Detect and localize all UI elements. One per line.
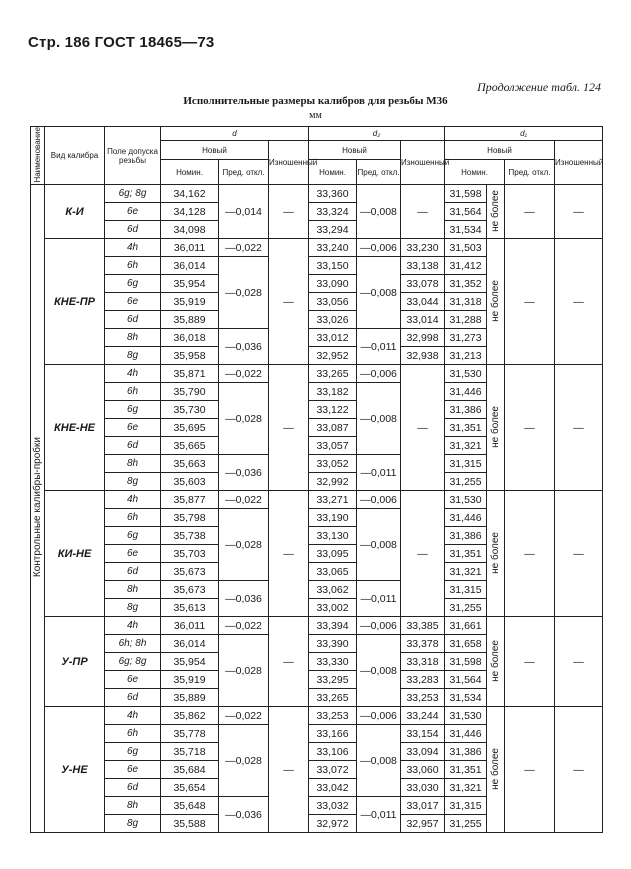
d1-limit-note (487, 239, 505, 365)
d1-nominal-cell: 31,658 (445, 635, 487, 653)
d-deviation-cell: —0,036 (219, 455, 269, 491)
tolerance-cell: 8g (105, 599, 161, 617)
d1-wear-cell: — (555, 617, 603, 707)
header-d-dev: Пред. откл. (219, 160, 269, 185)
tolerance-cell: 8h (105, 581, 161, 599)
d1-nominal-cell: 31,534 (445, 221, 487, 239)
d2-nominal-cell: 33,087 (309, 419, 357, 437)
d1-nominal-cell: 31,255 (445, 815, 487, 833)
tolerance-cell: 6e (105, 293, 161, 311)
tolerance-cell: 6h (105, 509, 161, 527)
d2-nominal-cell: 33,394 (309, 617, 357, 635)
header-d1-nom: Номин. (445, 160, 505, 185)
d1-nominal-cell: 31,564 (445, 671, 487, 689)
d1-nominal-cell: 31,213 (445, 347, 487, 365)
d1-limit-note (487, 491, 505, 617)
d1-limit-note (487, 185, 505, 239)
d2-deviation-cell: —0,011 (357, 797, 401, 833)
calibre-dimensions-table (30, 126, 603, 833)
d1-nominal-cell: 31,530 (445, 707, 487, 725)
d-nominal-cell: 34,128 (161, 203, 219, 221)
d2-deviation-cell: —0,011 (357, 581, 401, 617)
d2-wear-cell: 33,385 (401, 617, 445, 635)
d2-nominal-cell: 33,150 (309, 257, 357, 275)
d2-nominal-cell: 33,095 (309, 545, 357, 563)
d1-nominal-cell: 31,386 (445, 527, 487, 545)
d2-nominal-cell: 33,122 (309, 401, 357, 419)
table-row (31, 185, 603, 203)
calibre-type: КНЕ-НЕ (45, 365, 105, 491)
d1-nominal-cell: 31,255 (445, 473, 487, 491)
header-d-wear: Изношенный (269, 141, 309, 185)
d1-wear-cell: — (555, 491, 603, 617)
tolerance-cell: 6e (105, 419, 161, 437)
d1-deviation-cell: — (505, 239, 555, 365)
d2-wear-cell: 33,230 (401, 239, 445, 257)
tolerance-cell: 8h (105, 797, 161, 815)
d2-wear-cell: 33,138 (401, 257, 445, 275)
d2-wear-cell: 33,154 (401, 725, 445, 743)
calibre-type: К-И (45, 185, 105, 239)
header-d2-dev: Пред. откл. (357, 160, 401, 185)
header-name: Наименование (31, 127, 45, 185)
d2-deviation-cell: —0,008 (357, 725, 401, 797)
d2-nominal-cell: 33,330 (309, 653, 357, 671)
d2-nominal-cell: 33,026 (309, 311, 357, 329)
d1-limit-note-text: не более (490, 639, 502, 682)
d1-nominal-cell: 31,255 (445, 599, 487, 617)
header-d2-wear: Изношенный (401, 141, 445, 185)
d2-nominal-cell: 33,265 (309, 689, 357, 707)
d1-limit-note-text: не более (490, 189, 502, 232)
d1-nominal-cell: 31,598 (445, 185, 487, 203)
d-deviation-cell: —0,036 (219, 329, 269, 365)
tolerance-cell: 6g (105, 743, 161, 761)
d1-nominal-cell: 31,598 (445, 653, 487, 671)
d2-nominal-cell: 33,360 (309, 185, 357, 203)
d2-wear-cell: 33,094 (401, 743, 445, 761)
d2-wear-cell: 33,060 (401, 761, 445, 779)
d-wear-cell: — (269, 617, 309, 707)
tolerance-cell: 6h (105, 257, 161, 275)
d-nominal-cell: 35,919 (161, 671, 219, 689)
d-nominal-cell: 35,862 (161, 707, 219, 725)
d2-wear-cell: 33,030 (401, 779, 445, 797)
d2-wear-cell: 32,938 (401, 347, 445, 365)
table-title: Исполнительные размеры калибров для резьбы М36 (183, 95, 448, 107)
d2-nominal-cell: 33,190 (309, 509, 357, 527)
d1-limit-note-text: не более (490, 747, 502, 790)
tolerance-cell: 6d (105, 311, 161, 329)
d1-nominal-cell: 31,321 (445, 779, 487, 797)
d-nominal-cell: 35,871 (161, 365, 219, 383)
d1-limit-note (487, 707, 505, 833)
header-d1-dev: Пред. откл. (505, 160, 555, 185)
d-wear-cell: — (269, 491, 309, 617)
d1-nominal-cell: 31,315 (445, 455, 487, 473)
d-nominal-cell: 36,018 (161, 329, 219, 347)
d-deviation-cell: —0,022 (219, 491, 269, 509)
d-nominal-cell: 35,654 (161, 779, 219, 797)
tolerance-cell: 6g (105, 527, 161, 545)
d2-nominal-cell: 33,106 (309, 743, 357, 761)
tolerance-cell: 4h (105, 707, 161, 725)
d2-deviation-cell: —0,006 (357, 491, 401, 509)
table-row (31, 617, 603, 635)
d-nominal-cell: 35,889 (161, 311, 219, 329)
table-row (31, 491, 603, 509)
tolerance-cell: 4h (105, 365, 161, 383)
d1-nominal-cell: 31,318 (445, 293, 487, 311)
d2-nominal-cell: 33,253 (309, 707, 357, 725)
d2-wear-cell: 32,957 (401, 815, 445, 833)
tolerance-cell: 6d (105, 221, 161, 239)
d2-deviation-cell: —0,006 (357, 239, 401, 257)
d1-nominal-cell: 31,315 (445, 581, 487, 599)
d1-nominal-cell: 31,351 (445, 419, 487, 437)
d1-nominal-cell: 31,386 (445, 401, 487, 419)
header-d2: d₂ (309, 127, 445, 141)
d-deviation-cell: —0,036 (219, 797, 269, 833)
d1-nominal-cell: 31,661 (445, 617, 487, 635)
tolerance-cell: 6g (105, 275, 161, 293)
d1-nominal-cell: 31,412 (445, 257, 487, 275)
d1-deviation-cell: — (505, 617, 555, 707)
d1-deviation-cell: — (505, 185, 555, 239)
tolerance-cell: 6g (105, 401, 161, 419)
d-deviation-cell: —0,022 (219, 617, 269, 635)
tolerance-cell: 6h (105, 725, 161, 743)
d-nominal-cell: 34,162 (161, 185, 219, 203)
d-deviation-cell: —0,036 (219, 581, 269, 617)
d2-nominal-cell: 33,065 (309, 563, 357, 581)
d2-deviation-cell: —0,008 (357, 257, 401, 329)
d-nominal-cell: 35,648 (161, 797, 219, 815)
d-nominal-cell: 35,738 (161, 527, 219, 545)
d2-nominal-cell: 33,265 (309, 365, 357, 383)
tolerance-cell: 6e (105, 545, 161, 563)
header-d1-new: Новый (445, 141, 555, 160)
d-nominal-cell: 35,730 (161, 401, 219, 419)
d2-deviation-cell: —0,008 (357, 185, 401, 239)
table-body (31, 185, 603, 833)
d-nominal-cell: 35,695 (161, 419, 219, 437)
d2-nominal-cell: 33,090 (309, 275, 357, 293)
d-nominal-cell: 35,703 (161, 545, 219, 563)
d1-limit-note-text: не более (490, 279, 502, 322)
tolerance-cell: 6e (105, 671, 161, 689)
tolerance-cell: 6h; 8h (105, 635, 161, 653)
header-d1-wear: Изношенный (555, 141, 603, 185)
d2-deviation-cell: —0,008 (357, 509, 401, 581)
d-nominal-cell: 35,919 (161, 293, 219, 311)
header-type: Вид калибра (45, 127, 105, 185)
d2-wear-cell: 33,017 (401, 797, 445, 815)
d-nominal-cell: 35,958 (161, 347, 219, 365)
d-wear-cell: — (269, 365, 309, 491)
d2-nominal-cell: 32,992 (309, 473, 357, 491)
d2-deviation-cell: —0,008 (357, 635, 401, 707)
header-d2-nom: Номин. (309, 160, 357, 185)
calibre-type: У-НЕ (45, 707, 105, 833)
d-deviation-cell: —0,028 (219, 383, 269, 455)
d1-nominal-cell: 31,503 (445, 239, 487, 257)
tolerance-cell: 4h (105, 239, 161, 257)
header-d1: d₁ (445, 127, 603, 141)
tolerance-cell: 8g (105, 347, 161, 365)
d2-nominal-cell: 33,271 (309, 491, 357, 509)
d2-wear-cell: 33,014 (401, 311, 445, 329)
d-nominal-cell: 35,790 (161, 383, 219, 401)
d1-nominal-cell: 31,273 (445, 329, 487, 347)
d2-nominal-cell: 33,002 (309, 599, 357, 617)
d2-nominal-cell: 33,032 (309, 797, 357, 815)
d1-nominal-cell: 31,351 (445, 545, 487, 563)
d-deviation-cell: —0,028 (219, 509, 269, 581)
d1-nominal-cell: 31,534 (445, 689, 487, 707)
d-nominal-cell: 35,778 (161, 725, 219, 743)
calibre-type: КНЕ-ПР (45, 239, 105, 365)
d-deviation-cell: —0,022 (219, 365, 269, 383)
d-deviation-cell: —0,014 (219, 185, 269, 239)
tolerance-cell: 6d (105, 689, 161, 707)
tolerance-cell: 6d (105, 779, 161, 797)
d2-nominal-cell: 33,062 (309, 581, 357, 599)
table-row (31, 365, 603, 383)
d-wear-cell: — (269, 185, 309, 239)
d2-nominal-cell: 33,166 (309, 725, 357, 743)
d-nominal-cell: 35,798 (161, 509, 219, 527)
d2-nominal-cell: 33,324 (309, 203, 357, 221)
d2-wear-cell: 33,244 (401, 707, 445, 725)
d2-nominal-cell: 33,057 (309, 437, 357, 455)
d-deviation-cell: —0,028 (219, 257, 269, 329)
d1-wear-cell: — (555, 365, 603, 491)
d1-limit-note-text: не более (490, 405, 502, 448)
d1-limit-note-text: не более (490, 531, 502, 574)
d1-deviation-cell: — (505, 365, 555, 491)
d-nominal-cell: 35,665 (161, 437, 219, 455)
tolerance-cell: 4h (105, 491, 161, 509)
d1-deviation-cell: — (505, 491, 555, 617)
table-row (31, 239, 603, 257)
d-nominal-cell: 35,588 (161, 815, 219, 833)
d-nominal-cell: 35,718 (161, 743, 219, 761)
d2-wear-cell: — (401, 185, 445, 239)
d2-nominal-cell: 33,294 (309, 221, 357, 239)
d-nominal-cell: 34,098 (161, 221, 219, 239)
d2-wear-cell: — (401, 365, 445, 491)
d2-nominal-cell: 33,182 (309, 383, 357, 401)
category-label (31, 185, 45, 833)
d2-deviation-cell: —0,006 (357, 365, 401, 383)
d1-nominal-cell: 31,321 (445, 437, 487, 455)
d1-nominal-cell: 31,530 (445, 491, 487, 509)
d2-wear-cell: 33,253 (401, 689, 445, 707)
d2-nominal-cell: 33,042 (309, 779, 357, 797)
d1-nominal-cell: 31,351 (445, 761, 487, 779)
d1-nominal-cell: 31,386 (445, 743, 487, 761)
tolerance-cell: 6d (105, 437, 161, 455)
d2-deviation-cell: —0,011 (357, 455, 401, 491)
d-nominal-cell: 36,011 (161, 617, 219, 635)
table-unit: мм (309, 110, 322, 121)
d2-wear-cell: 33,283 (401, 671, 445, 689)
d1-nominal-cell: 31,352 (445, 275, 487, 293)
tolerance-cell: 8h (105, 455, 161, 473)
d2-nominal-cell: 32,972 (309, 815, 357, 833)
d2-nominal-cell: 33,072 (309, 761, 357, 779)
d-nominal-cell: 35,954 (161, 653, 219, 671)
d2-deviation-cell: —0,011 (357, 329, 401, 365)
d-nominal-cell: 35,889 (161, 689, 219, 707)
d1-nominal-cell: 31,288 (445, 311, 487, 329)
d1-nominal-cell: 31,315 (445, 797, 487, 815)
d2-nominal-cell: 33,052 (309, 455, 357, 473)
tolerance-cell: 6d (105, 563, 161, 581)
table-row (31, 707, 603, 725)
tolerance-cell: 6g; 8g (105, 185, 161, 203)
d-nominal-cell: 35,673 (161, 581, 219, 599)
d2-nominal-cell: 33,130 (309, 527, 357, 545)
d-nominal-cell: 35,673 (161, 563, 219, 581)
table-head (31, 127, 603, 185)
d-nominal-cell: 35,663 (161, 455, 219, 473)
tolerance-cell: 6e (105, 203, 161, 221)
tolerance-cell: 8g (105, 473, 161, 491)
d-nominal-cell: 35,954 (161, 275, 219, 293)
d1-nominal-cell: 31,446 (445, 383, 487, 401)
header-tolerance: Поле допуска резьбы (105, 127, 161, 185)
d-nominal-cell: 36,011 (161, 239, 219, 257)
d2-wear-cell: 33,044 (401, 293, 445, 311)
header-d: d (161, 127, 309, 141)
d-nominal-cell: 36,014 (161, 257, 219, 275)
d1-nominal-cell: 31,530 (445, 365, 487, 383)
d1-limit-note (487, 365, 505, 491)
d-wear-cell: — (269, 239, 309, 365)
tolerance-cell: 6e (105, 761, 161, 779)
d1-wear-cell: — (555, 707, 603, 833)
d1-wear-cell: — (555, 239, 603, 365)
d-nominal-cell: 35,877 (161, 491, 219, 509)
d2-nominal-cell: 33,012 (309, 329, 357, 347)
d1-wear-cell: — (555, 185, 603, 239)
d1-nominal-cell: 31,564 (445, 203, 487, 221)
tolerance-cell: 4h (105, 617, 161, 635)
table-continuation-note: Продолжение табл. 124 (477, 80, 601, 94)
d1-nominal-cell: 31,446 (445, 509, 487, 527)
d2-nominal-cell: 33,295 (309, 671, 357, 689)
d2-nominal-cell: 33,056 (309, 293, 357, 311)
d-nominal-cell: 36,014 (161, 635, 219, 653)
tolerance-cell: 6g; 8g (105, 653, 161, 671)
calibre-type: У-ПР (45, 617, 105, 707)
d2-nominal-cell: 32,952 (309, 347, 357, 365)
category-text: Контрольные калибры-пробки (32, 437, 43, 578)
d2-nominal-cell: 33,390 (309, 635, 357, 653)
tolerance-cell: 6h (105, 383, 161, 401)
d1-limit-note (487, 617, 505, 707)
d2-wear-cell: 32,998 (401, 329, 445, 347)
d-deviation-cell: —0,022 (219, 707, 269, 725)
d2-wear-cell: 33,318 (401, 653, 445, 671)
header-d-new: Новый (161, 141, 269, 160)
d1-deviation-cell: — (505, 707, 555, 833)
header-d-nom: Номин. (161, 160, 219, 185)
d-nominal-cell: 35,684 (161, 761, 219, 779)
d-deviation-cell: —0,028 (219, 635, 269, 707)
d-nominal-cell: 35,603 (161, 473, 219, 491)
d2-wear-cell: 33,078 (401, 275, 445, 293)
d2-nominal-cell: 33,240 (309, 239, 357, 257)
tolerance-cell: 8h (105, 329, 161, 347)
d2-deviation-cell: —0,008 (357, 383, 401, 455)
tolerance-cell: 8g (105, 815, 161, 833)
d2-wear-cell: 33,378 (401, 635, 445, 653)
d2-deviation-cell: —0,006 (357, 617, 401, 635)
d-deviation-cell: —0,022 (219, 239, 269, 257)
d-wear-cell: — (269, 707, 309, 833)
d-nominal-cell: 35,613 (161, 599, 219, 617)
page-header: Стр. 186 ГОСТ 18465—73 (28, 34, 215, 51)
d2-wear-cell: — (401, 491, 445, 617)
header-d2-new: Новый (309, 141, 401, 160)
calibre-type: КИ-НЕ (45, 491, 105, 617)
d1-nominal-cell: 31,446 (445, 725, 487, 743)
d2-deviation-cell: —0,006 (357, 707, 401, 725)
d-deviation-cell: —0,028 (219, 725, 269, 797)
d1-nominal-cell: 31,321 (445, 563, 487, 581)
